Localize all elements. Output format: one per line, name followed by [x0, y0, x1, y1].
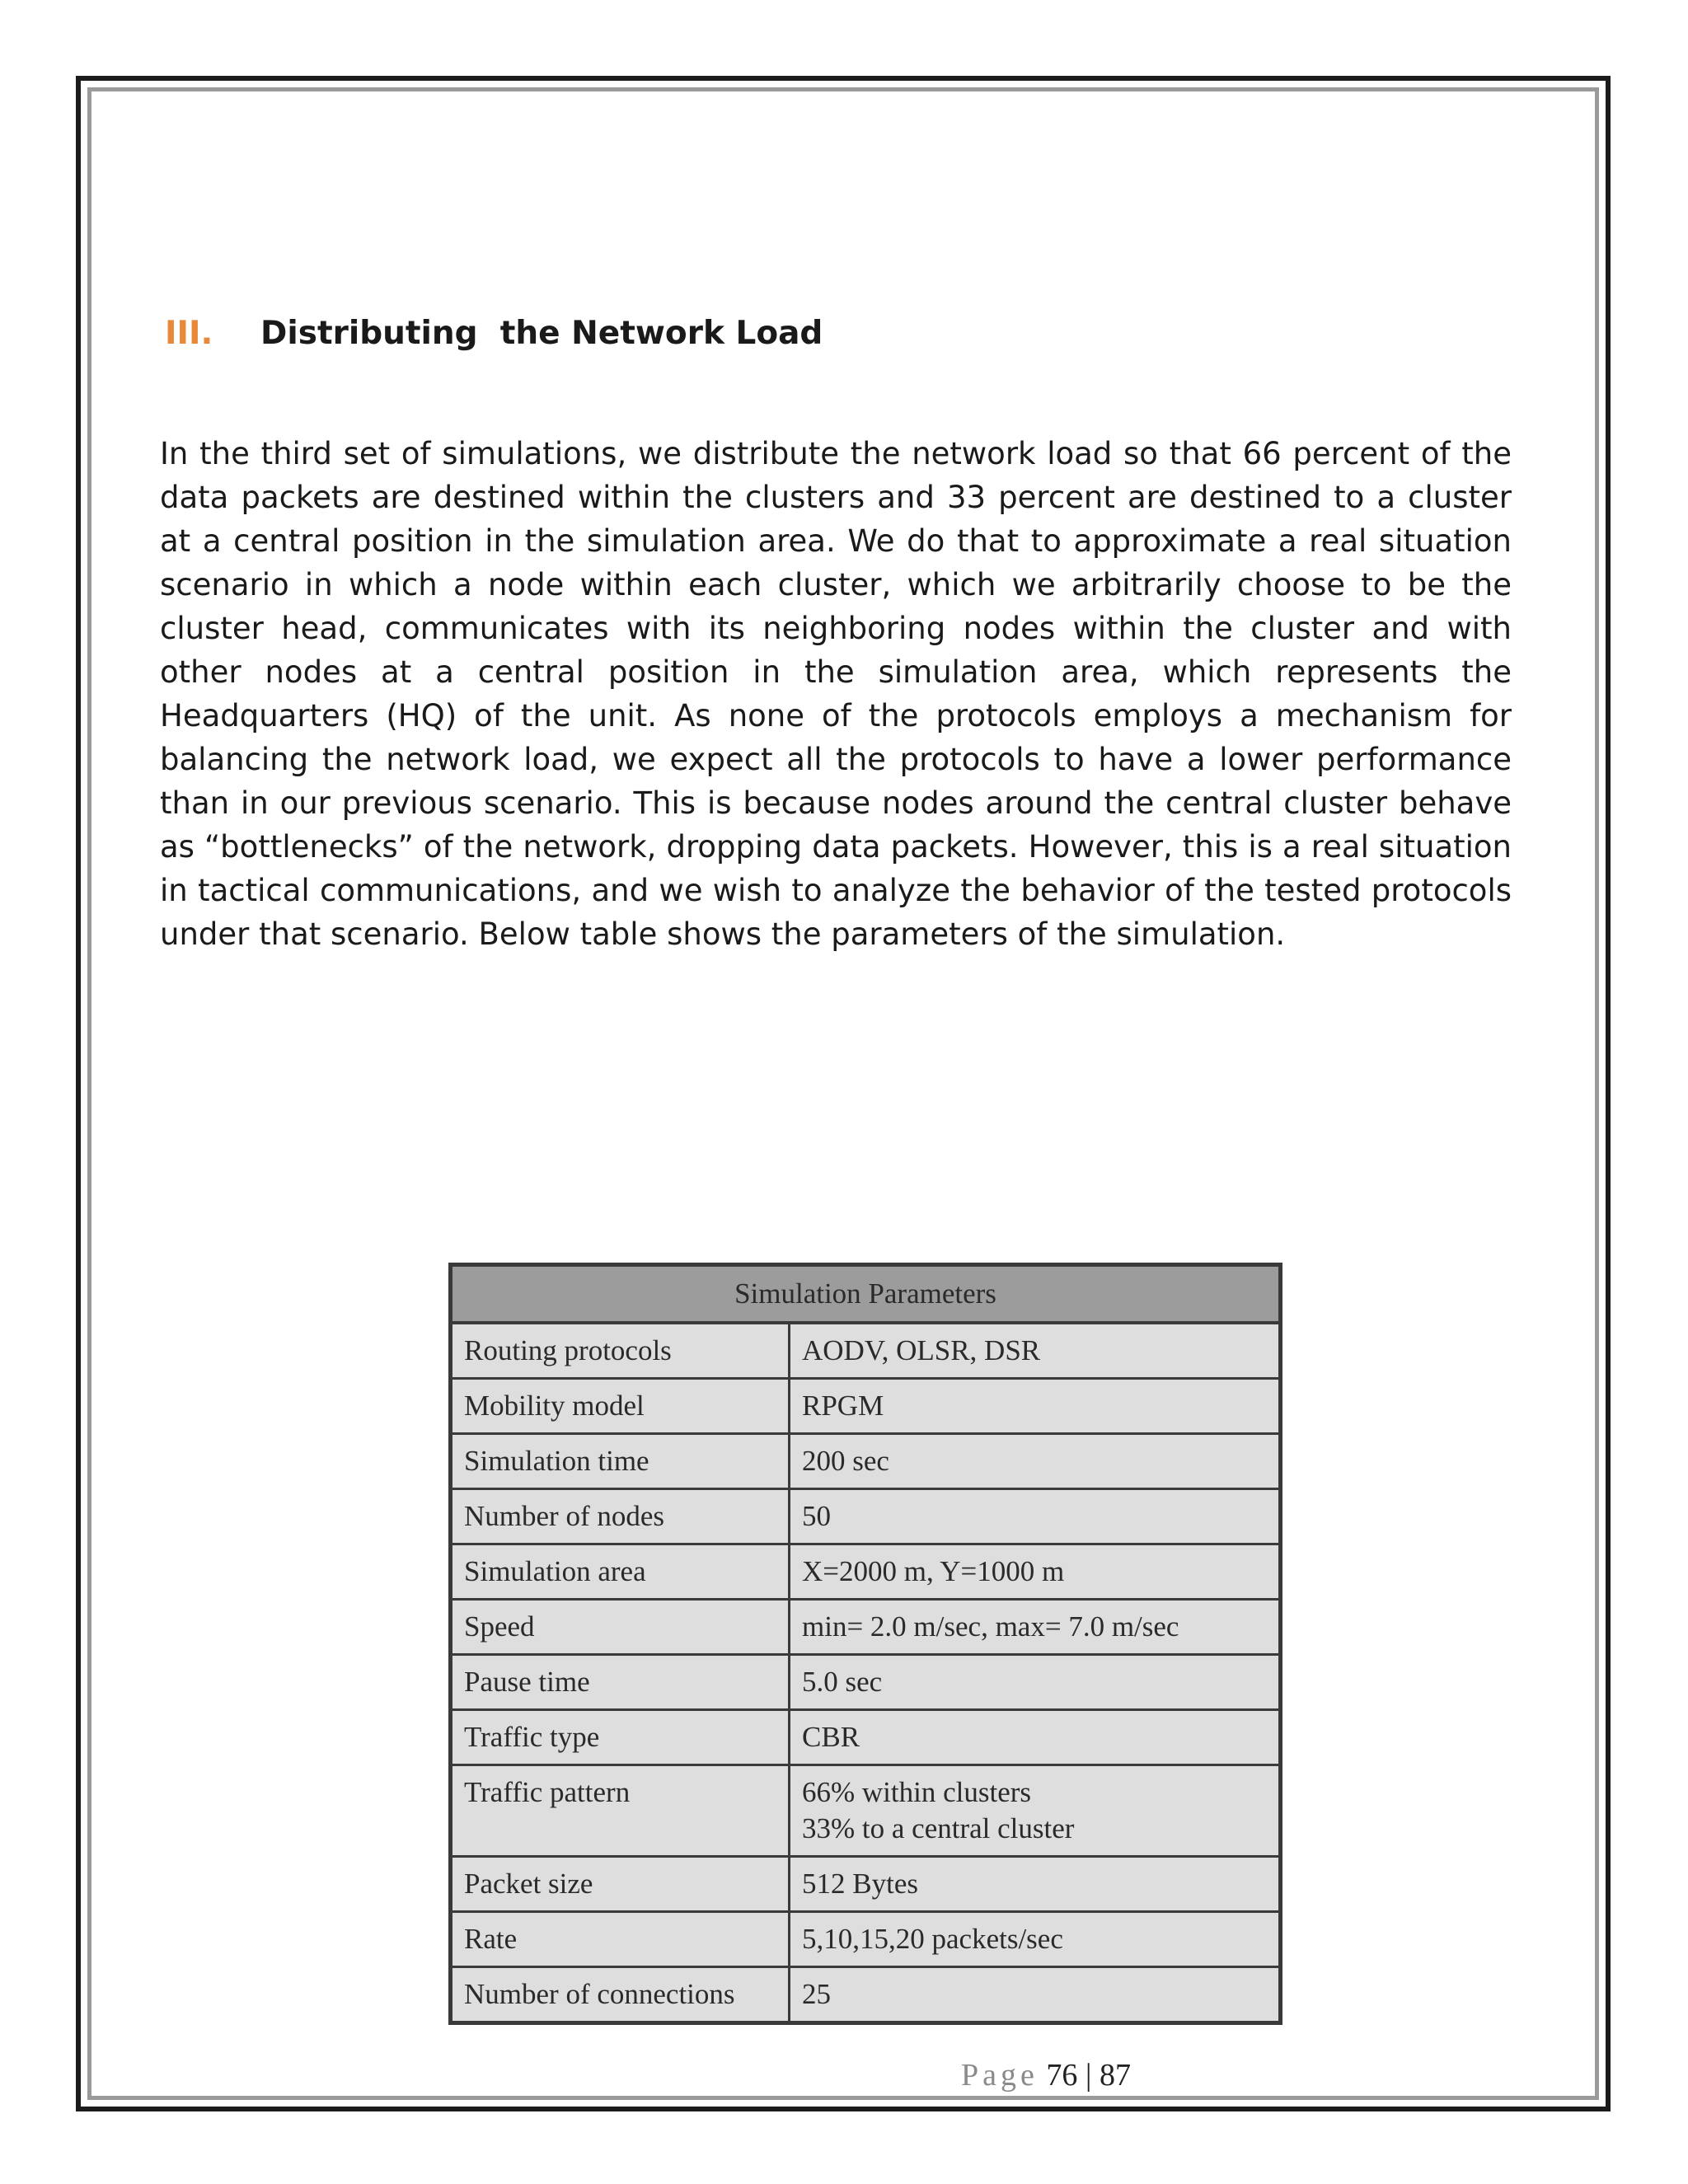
table-row	[452, 1598, 1278, 1653]
table-row	[452, 1653, 1278, 1708]
table-row	[452, 1543, 1278, 1598]
parameter-value-line: 33% to a central cluster	[802, 1812, 1075, 1844]
table-row	[452, 1708, 1278, 1764]
parameter-value	[790, 1545, 1278, 1598]
table-row	[452, 1377, 1278, 1432]
parameter-value-line: 50	[802, 1500, 831, 1532]
parameter-name: Simulation area	[452, 1545, 790, 1598]
simulation-parameters-table	[448, 1263, 1282, 2025]
parameter-value-line: 66% within clusters	[802, 1776, 1032, 1808]
parameter-value	[790, 1324, 1278, 1377]
parameter-name: Packet size	[452, 1858, 790, 1910]
parameter-name: Number of nodes	[452, 1490, 790, 1543]
parameter-name: Rate	[452, 1913, 790, 1966]
table-row	[452, 1764, 1278, 1855]
section-title: Distributing the Network Load	[260, 315, 823, 352]
table-row	[452, 1910, 1278, 1966]
table-row	[452, 1432, 1278, 1488]
section-heading	[165, 315, 823, 352]
parameter-value-line: 5,10,15,20 packets/sec	[802, 1923, 1063, 1955]
table-row	[452, 1488, 1278, 1543]
parameter-value	[790, 1711, 1278, 1764]
section-number: III.	[165, 315, 213, 352]
parameter-value	[790, 1968, 1278, 2021]
parameter-value	[790, 1490, 1278, 1543]
parameter-value-line: 200 sec	[802, 1445, 889, 1477]
parameter-name: Routing protocols	[452, 1324, 790, 1377]
parameter-name: Pause time	[452, 1656, 790, 1708]
parameter-value-line: 25	[802, 1978, 831, 2010]
body-paragraph: In the third set of simulations, we distribute the network load so that 66 percent of the data packets are destined within the clusters and 33 percent are destined to a cluster at a central position in the simulation area. We do that to approximate a real situation scenario in which a node within each cluster, which we arbitrarily choose to be the cluster head, communicates with its neighboring nodes within the cluster and with other nodes at a central position in the simulation area, which represents the Headquarters (HQ) of the unit. As none of the protocols employs a mechanism for balancing the network load, we expect all the protocols to have a lower performance than in our previous scenario. This is because nodes around the central cluster behave as “bottlenecks” of the network, dropping data packets. However, this is a real situation in tactical communications, and we wish to analyze the behavior of the tested protocols under that scenario. Below table shows the parameters of the simulation.	[160, 436, 1512, 952]
parameter-value-line: X=2000 m, Y=1000 m	[802, 1555, 1065, 1587]
page-number: 76 | 87	[1046, 2058, 1131, 2093]
parameter-value	[790, 1601, 1278, 1653]
parameter-name: Simulation time	[452, 1435, 790, 1488]
parameter-value-line: 5.0 sec	[802, 1666, 883, 1698]
parameter-value-line: CBR	[802, 1721, 860, 1753]
page-word: Page	[961, 2058, 1039, 2093]
page-footer	[961, 2057, 1131, 2093]
parameter-value	[790, 1858, 1278, 1910]
parameter-name: Speed	[452, 1601, 790, 1653]
parameter-value	[790, 1380, 1278, 1432]
parameter-value	[790, 1913, 1278, 1966]
parameter-name: Traffic type	[452, 1711, 790, 1764]
table-row	[452, 1855, 1278, 1910]
parameter-value	[790, 1656, 1278, 1708]
table-row	[452, 1966, 1278, 2021]
parameter-value	[790, 1435, 1278, 1488]
parameter-value-line: AODV, OLSR, DSR	[802, 1334, 1041, 1366]
table-caption: Simulation Parameters	[452, 1267, 1278, 1324]
table-body	[452, 1324, 1278, 2021]
parameter-name: Traffic pattern	[452, 1766, 790, 1855]
parameter-value-line: RPGM	[802, 1390, 884, 1422]
parameter-value-line: min= 2.0 m/sec, max= 7.0 m/sec	[802, 1610, 1179, 1643]
parameter-name: Number of connections	[452, 1968, 790, 2021]
parameter-value	[790, 1766, 1278, 1855]
table-row	[452, 1324, 1278, 1377]
parameter-value-line: 512 Bytes	[802, 1868, 918, 1900]
parameter-name: Mobility model	[452, 1380, 790, 1432]
